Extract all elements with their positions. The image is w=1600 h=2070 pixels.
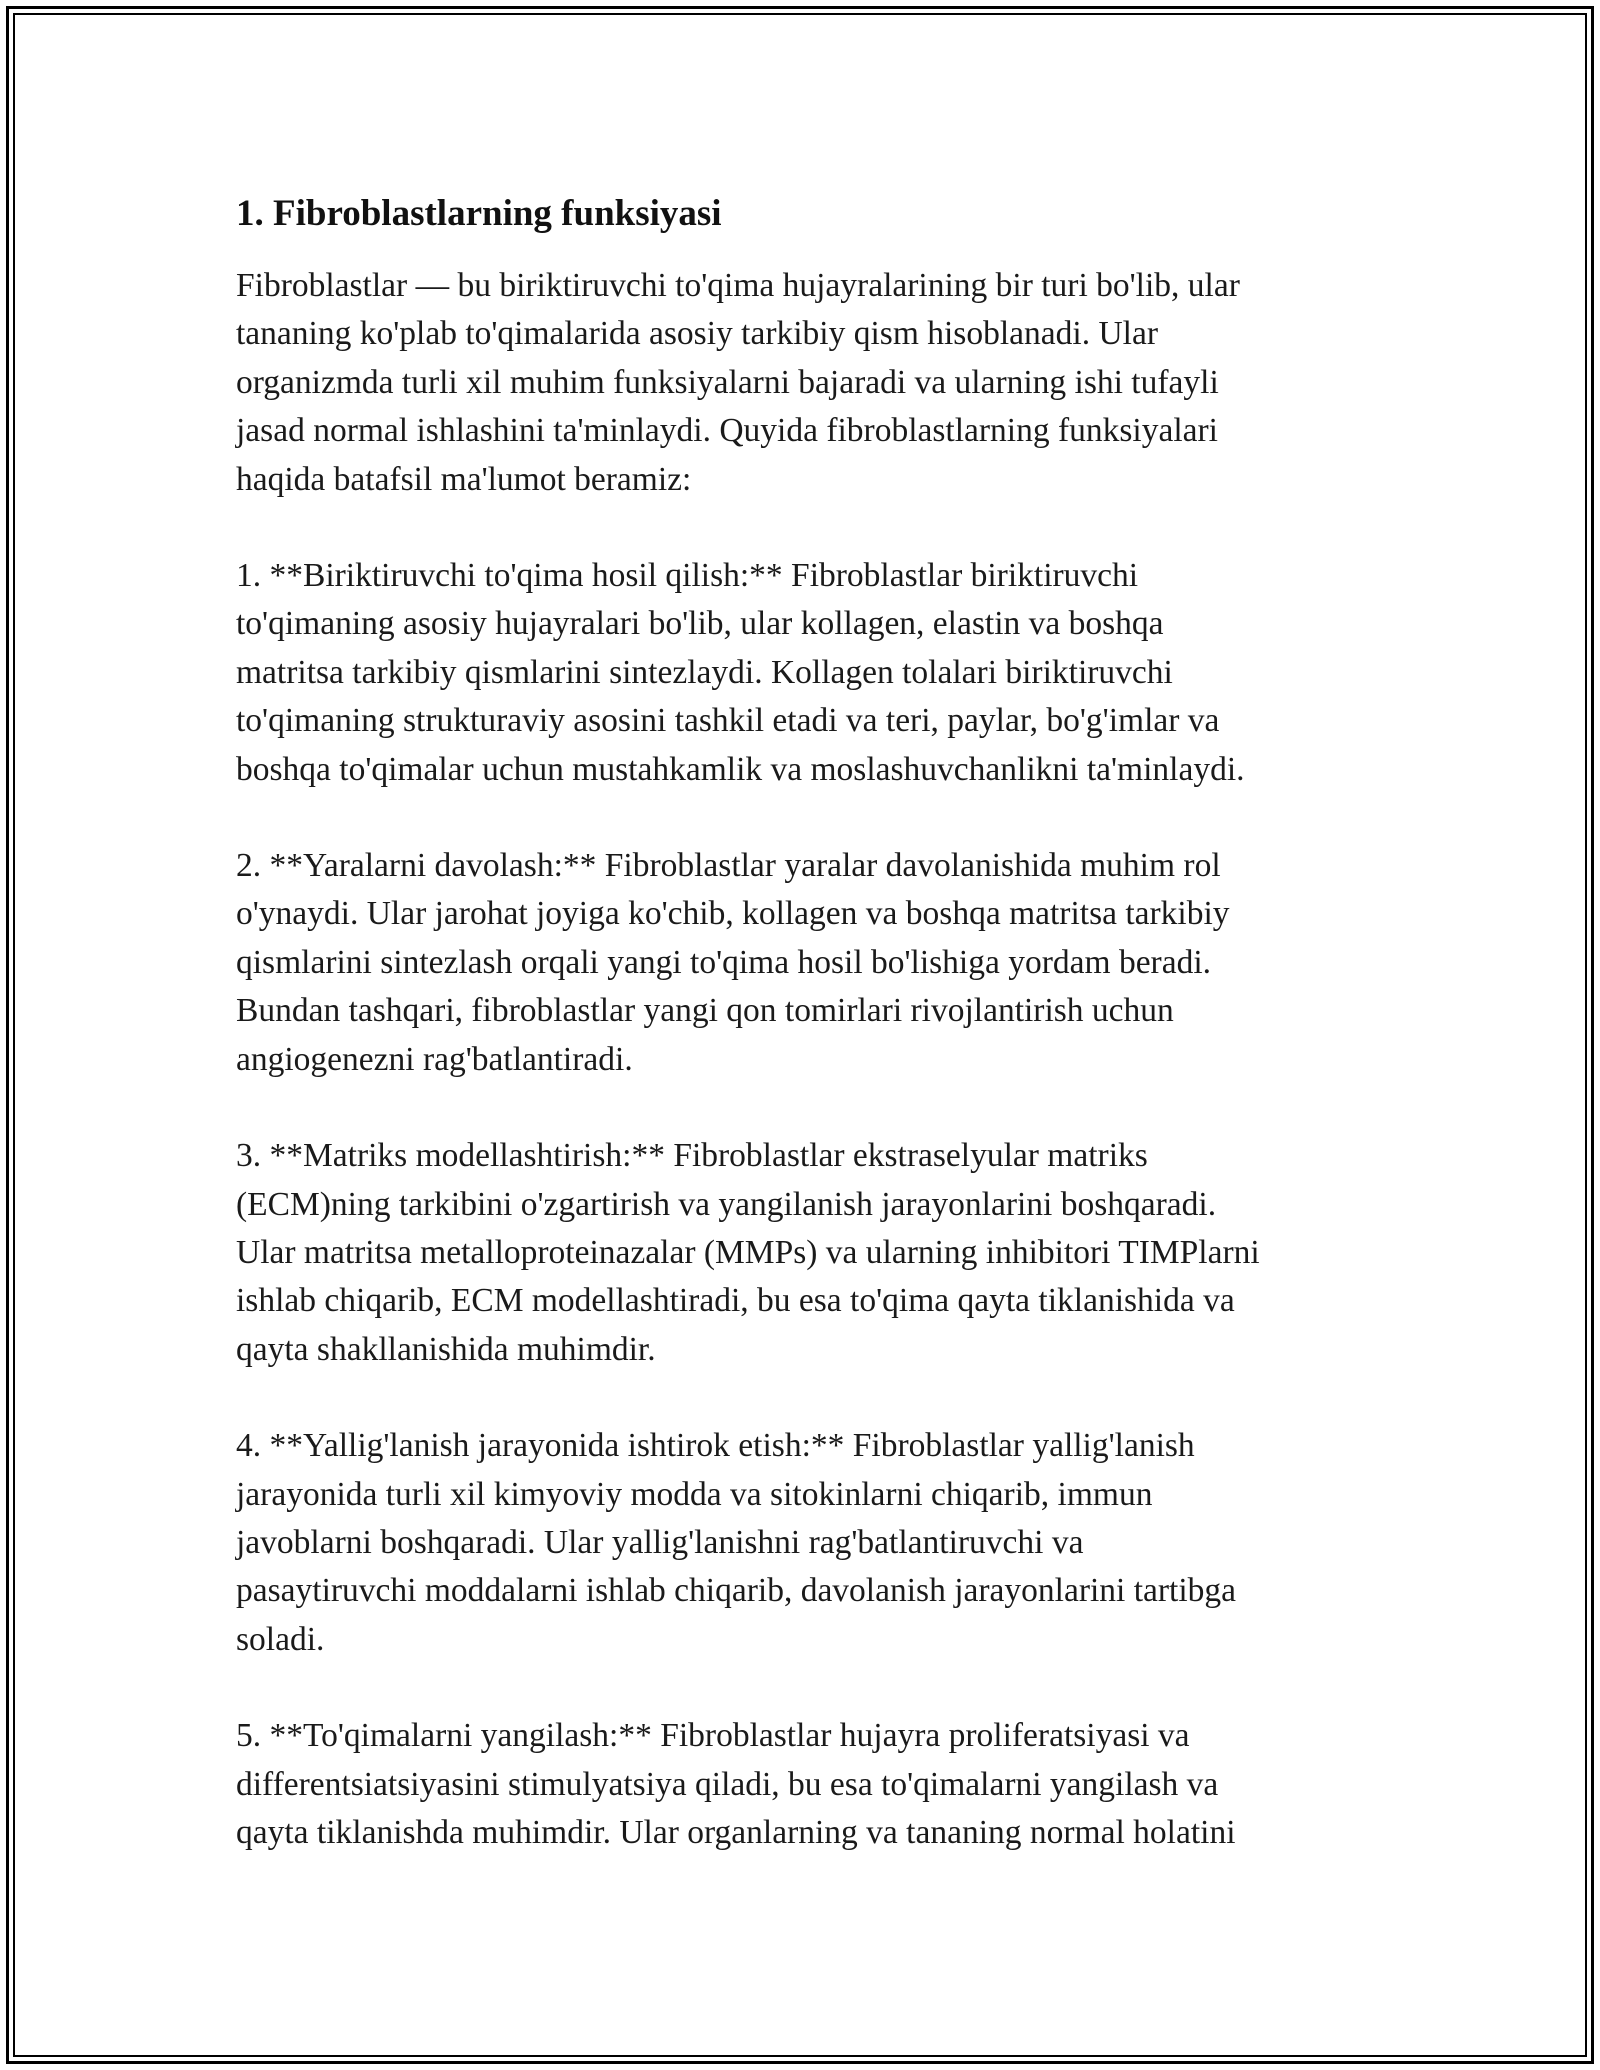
text-line: javoblarni boshqaradi. Ular yallig'lanishni rag'batlantiruvchi va	[236, 1523, 1084, 1561]
text-line: organizmda turli xil muhim funksiyalarni bajaradi va ularning ishi tufayli	[236, 363, 1219, 401]
intro-paragraph	[236, 262, 1376, 504]
text-line: 5. **To'qimalarni yangilash:** Fibroblastlar hujayra proliferatsiyasi va	[236, 1717, 1190, 1755]
text-line: Bundan tashqari, fibroblastlar yangi qon tomirlari rivojlantirish uchun	[236, 992, 1174, 1030]
text-line: jarayonida turli xil kimyoviy modda va sitokinlarni chiqarib, immun	[236, 1475, 1153, 1513]
text-line: qayta tiklanishda muhimdir. Ular organlarning va tananing normal holatini	[236, 1813, 1236, 1851]
text-line: qismlarini sintezlash orqali yangi to'qima hosil bo'lishiga yordam beradi.	[236, 943, 1212, 981]
list-item-paragraph-5	[236, 1712, 1376, 1857]
text-line: angiogenezni rag'batlantiradi.	[236, 1040, 633, 1078]
list-item-paragraph-4	[236, 1422, 1376, 1664]
text-line: soladi.	[236, 1620, 325, 1658]
text-line: 3. **Matriks modellashtirish:** Fibroblastlar ekstraselyular matriks	[236, 1137, 1148, 1175]
text-line: Ular matritsa metalloproteinazalar (MMPs) va ularning inhibitori TIMPlarni	[236, 1233, 1260, 1271]
section-heading: 1. Fibroblastlarning funksiyasi	[236, 193, 722, 234]
text-line: 2. **Yaralarni davolash:** Fibroblastlar yaralar davolanishida muhim rol	[236, 847, 1221, 885]
text-line: matritsa tarkibiy qismlarini sintezlaydi. Kollagen tolalari biriktiruvchi	[236, 653, 1173, 691]
text-line: tananing ko'plab to'qimalarida asosiy tarkibiy qism hisoblanadi. Ular	[236, 315, 1158, 353]
text-line: boshqa to'qimalar uchun mustahkamlik va moslashuvchanlikni ta'minlaydi.	[236, 750, 1245, 788]
document-body	[236, 186, 1376, 1905]
text-line: differentsiatsiyasini stimulyatsiya qiladi, bu esa to'qimalarni yangilash va	[236, 1765, 1219, 1803]
text-line: Fibroblastlar — bu biriktiruvchi to'qima hujayralarining bir turi bo'lib, ular	[236, 267, 1240, 304]
list-item-paragraph-3	[236, 1132, 1376, 1374]
text-line: 1. **Biriktiruvchi to'qima hosil qilish:** Fibroblastlar biriktiruvchi	[236, 557, 1139, 595]
text-line: o'ynaydi. Ular jarohat joyiga ko'chib, kollagen va boshqa matritsa tarkibiy	[236, 895, 1230, 933]
text-line: ishlab chiqarib, ECM modellashtiradi, bu esa to'qima qayta tiklanishida va	[236, 1282, 1235, 1320]
text-line: to'qimaning strukturaviy asosini tashkil etadi va teri, paylar, bo'g'imlar va	[236, 702, 1220, 740]
text-line: (ECM)ning tarkibini o'zgartirish va yangilanish jarayonlarini boshqaradi.	[236, 1185, 1217, 1223]
text-line: 4. **Yallig'lanish jarayonida ishtirok etish:** Fibroblastlar yallig'lanish	[236, 1427, 1195, 1465]
list-item-paragraph-2	[236, 842, 1376, 1084]
text-line: haqida batafsil ma'lumot beramiz:	[236, 460, 692, 498]
text-line: jasad normal ishlashini ta'minlaydi. Quyida fibroblastlarning funksiyalari	[236, 412, 1218, 450]
text-line: to'qimaning asosiy hujayralari bo'lib, ular kollagen, elastin va boshqa	[236, 605, 1164, 643]
text-line: qayta shakllanishida muhimdir.	[236, 1330, 656, 1368]
text-line: pasaytiruvchi moddalarni ishlab chiqarib, davolanish jarayonlarini tartibga	[236, 1572, 1237, 1610]
list-item-paragraph-1	[236, 552, 1376, 794]
